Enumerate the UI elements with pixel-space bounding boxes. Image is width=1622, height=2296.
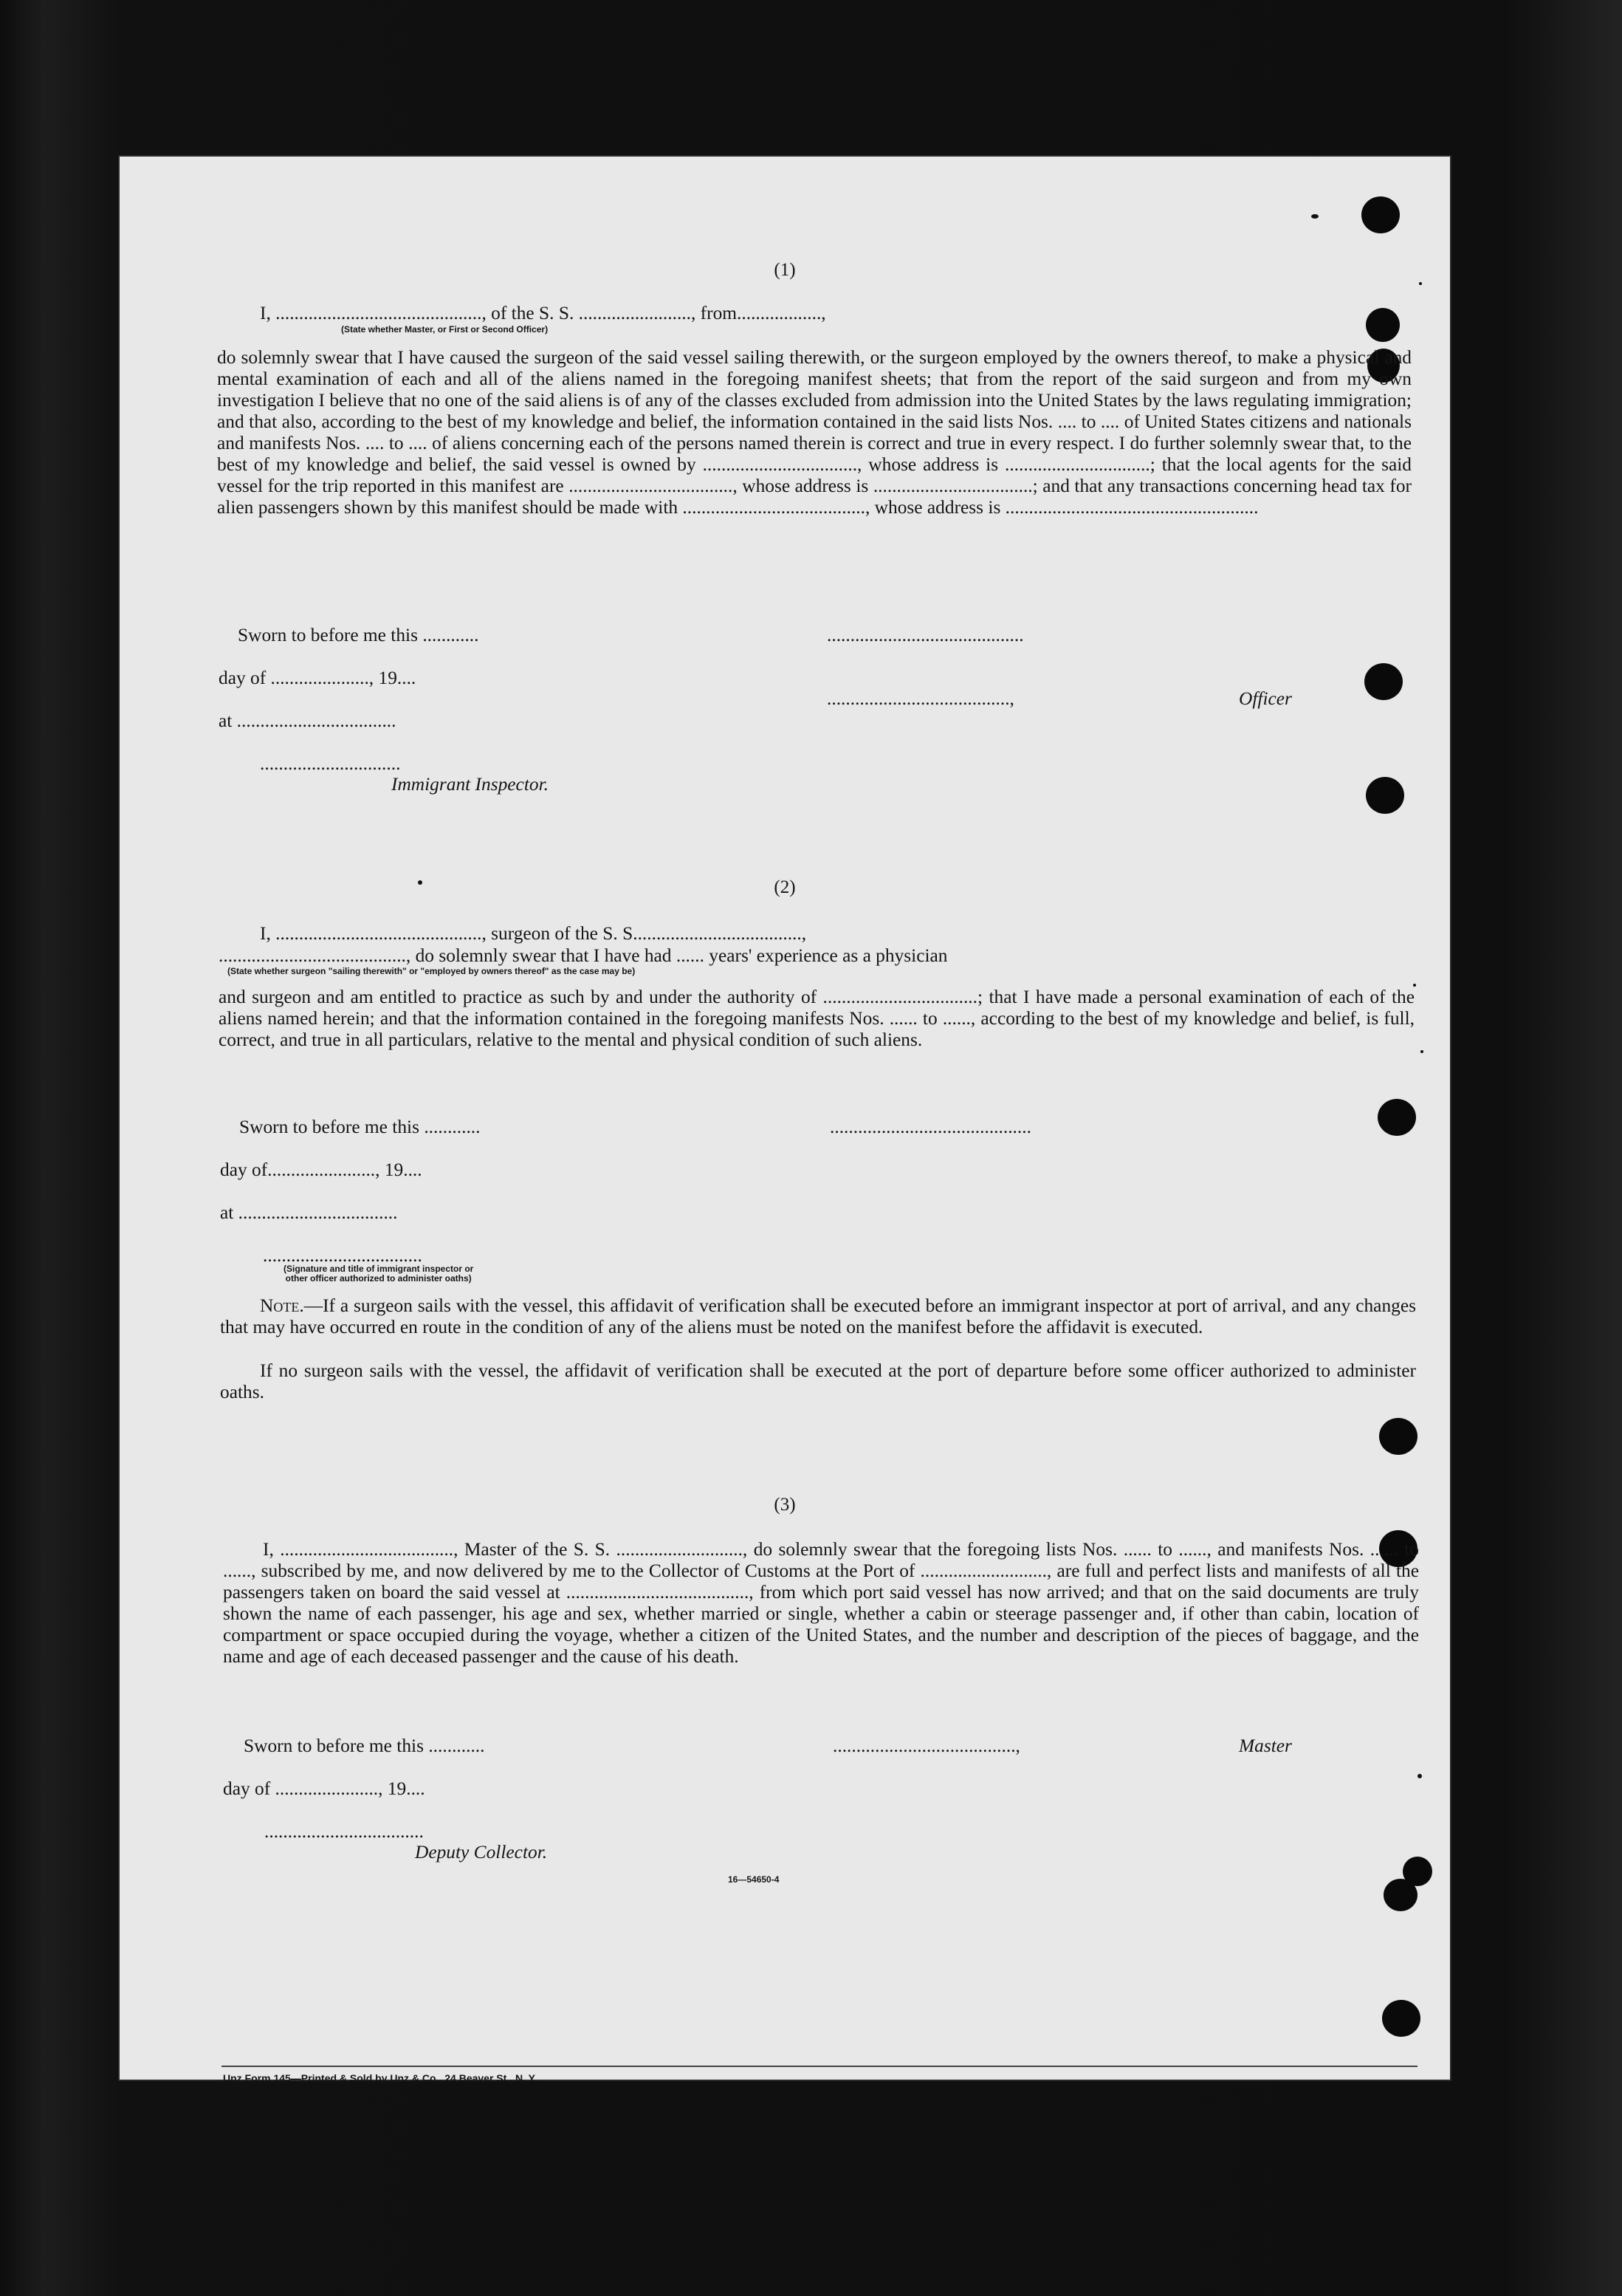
section2-sworn-line: Sworn to before me this ............ [239,1117,481,1137]
note-label: Note. [260,1295,304,1316]
section1-inspector-label: Immigrant Inspector. [391,774,549,795]
punch-hole [1382,2000,1420,2037]
section2-surgeon-note: (State whether surgeon "sailing therewith" or "employed by owners thereof" as the case may be) [227,966,636,976]
section3-day-of: day of ......................, 19.... [223,1778,425,1799]
section1-first-line: I, ............................................, of the S. S. ........................, from.................., [260,303,826,323]
section2-oath-paragraph: and surgeon and am entitled to practice as such by and under the authority of .................................; that I have made a personal examination of each of the aliens named herein; and that the information contained in the foregoing manifests Nos. ...... to ......, according to the best of my knowledge and belief, is full, correct, and true in all particulars, relative to the mental and physical condition of such aliens. [219,987,1415,1050]
section2-second-line: ........................................, do solemnly swear that I have had ...... years' experience as a physician [219,945,948,966]
punch-hole [1378,1099,1416,1136]
section3-oath-paragraph: I, ....................................., Master of the S. S. ..........................., do solemnly swear that the foregoing lists Nos. ...... to ......, and manifests Nos. ...... to ......, subscribed by me, and now delivered by me to the Collector of Customs at the Port of ..........................., are full and perfect lists and manifests of all the passengers taken on board the said vessel at ......................................., from which port said vessel has now arrived; and that on the said documents are truly shown the name of each passenger, his age and sex, whether married or single, whether a cabin or steerage passenger and, if other than cabin, location of compartment or space occupied during the voyage, whether a citizen of the United States, and the number and description of the pieces of baggage, and the name and age of each deceased passenger and the cause of his death. [223,1539,1419,1667]
section3-collector-label: Deputy Collector. [415,1842,548,1862]
note-1-text: —If a surgeon sails with the vessel, this affidavit of verification shall be executed before an immigrant inspector at port of arrival, and any changes that may have occurred en route in the condition of any of the aliens must be noted on the manifest before the affidavit is executed. [220,1295,1416,1337]
dust-speck [1417,1774,1422,1778]
section1-day-of: day of ....................., 19.... [219,668,416,688]
section2-day-of: day of......................., 19.... [220,1159,422,1180]
document-page [120,157,1450,2084]
punch-hole [1366,308,1400,342]
section1-officer-note: (State whether Master, or First or Second Officer) [341,324,549,335]
section2-first-line: I, ............................................, surgeon of the S. S...................................., [260,923,807,944]
punch-hole [1364,663,1403,700]
section3-sworn-line: Sworn to before me this ............ [244,1735,485,1756]
punch-hole [1379,1418,1417,1455]
section1-inspector-dots: .............................. [260,753,401,774]
punch-hole [1361,196,1400,233]
punch-hole [1366,777,1404,814]
section-number-1: (1) [774,260,796,280]
section2-sig-dots: .................................. [263,1245,422,1266]
dust-speck [1419,282,1422,285]
section2-signature-dots: ........................................... [830,1117,1031,1137]
section2-at-line: at .................................. [220,1202,398,1223]
section1-oath-paragraph: do solemnly swear that I have caused the surgeon of the said vessel sailing therewith, or the surgeon employed by the owners thereof, to make a physical and mental examination of each and all of the aliens named in the foregoing manifest sheets; that from the report of the said surgeon and from my own investigation I believe that no one of the said aliens is of any of the classes excluded from admission into the United States by the laws regulating immigration; and that also, according to the best of my knowledge and belief, the information contained in the said lists Nos. .... to .... of United States citizens and nationals and manifests Nos. .... to .... of aliens concerning each of the persons named therein is correct and true in every respect. I do further solemnly swear that, to the best of my knowledge and belief, the said vessel is owned by ................................., whose address is ...............................; that the local agents for the said vessel for the trip reported in this manifest are ..................................., whose address is ..................................; and that any transactions concerning head tax for alien passengers shown by this manifest should be made with ......................................., whose address is ...................................................... [217,347,1412,518]
section-number-2: (2) [774,877,796,897]
section2-note-2: If no surgeon sails with the vessel, the affidavit of verification shall be executed at the port of departure before some officer authorized to administer oaths. [220,1360,1416,1402]
section2-note-1 [220,1295,1416,1338]
section3-collector-dots: .................................. [264,1821,424,1842]
section-number-3: (3) [774,1495,796,1515]
section1-officer-label: Officer [1239,688,1292,709]
section3-master-label: Master [1239,1735,1292,1756]
dust-speck [1311,214,1319,219]
section1-signature-dots: .......................................... [827,625,1024,645]
section1-sworn-line: Sworn to before me this ............ [238,625,479,645]
section2-sig-note: (Signature and title of immigrant inspector or other officer authorized to administer oaths) [283,1264,474,1284]
punch-hole [1384,1879,1417,1911]
footer-rule [221,2066,1417,2067]
section1-officer-dots: ......................................., [827,688,1014,709]
dust-speck [1420,1050,1423,1053]
printer-footer: Unz Form 145—Printed & Sold by Unz & Co., 24 Beaver St., N. Y. [223,2072,537,2084]
section3-master-dots: ......................................., [833,1735,1020,1756]
form-code: 16—54650-4 [728,1874,780,1885]
section1-at-line: at .................................. [219,710,396,731]
